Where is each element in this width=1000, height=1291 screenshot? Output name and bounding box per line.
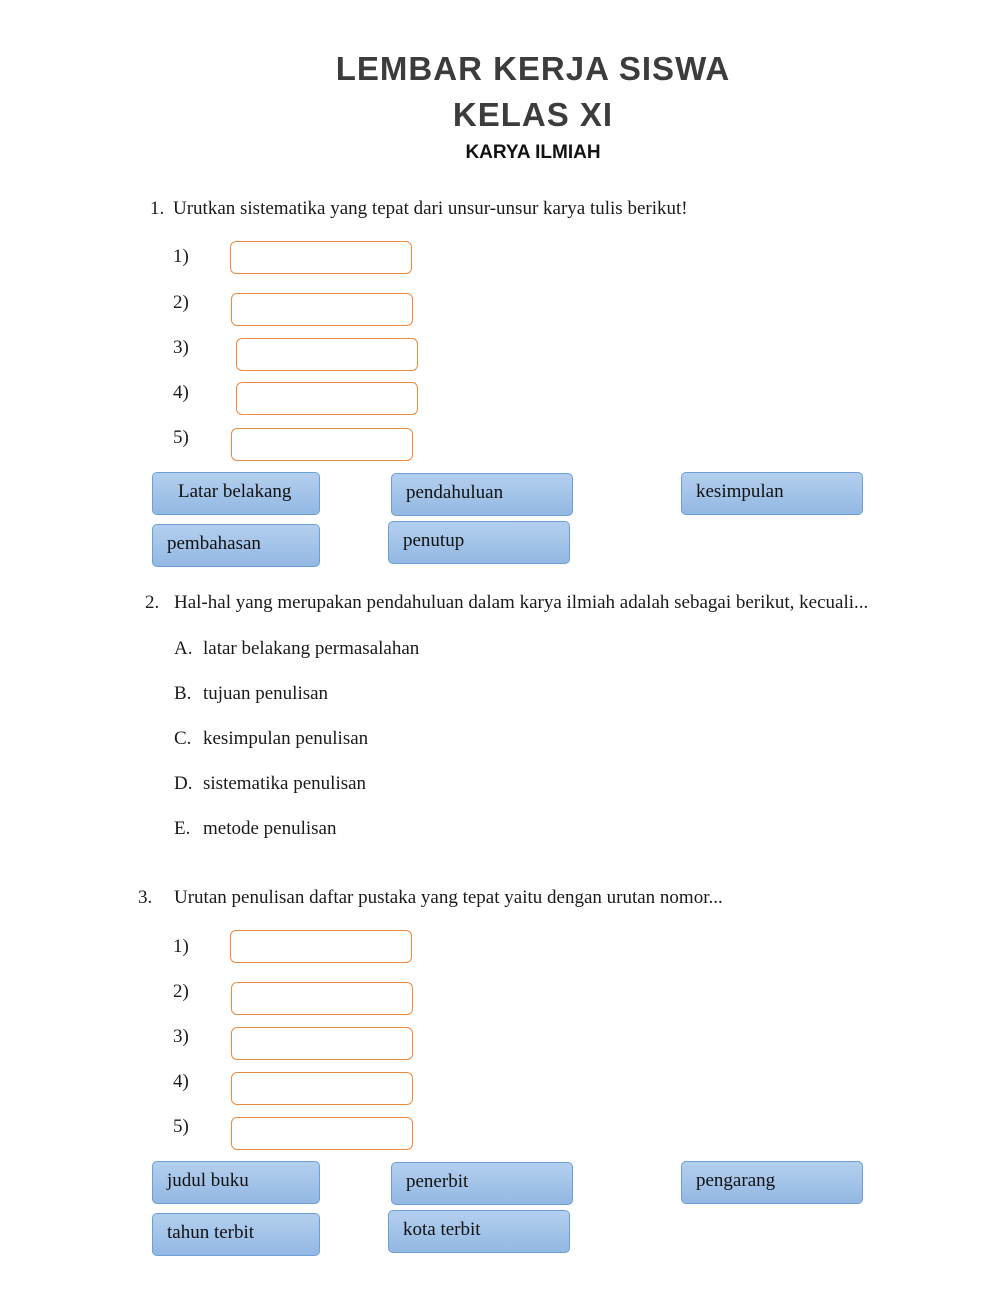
q3-slot-label-2: 2): [173, 981, 189, 1002]
question-1-text: Urutkan sistematika yang tepat dari unsur-unsur karya tulis berikut!: [173, 198, 688, 219]
option-e-letter: E.: [174, 818, 191, 839]
worksheet-title: LEMBAR KERJA SISWA: [335, 50, 731, 87]
option-b-letter: B.: [174, 683, 192, 704]
q3-drop-slot-1[interactable]: [230, 930, 412, 963]
q1-drop-slot-5[interactable]: [231, 428, 413, 461]
q3-drop-slot-3[interactable]: [231, 1027, 413, 1060]
question-2-number: 2.: [145, 592, 160, 613]
class-title: KELAS XI: [452, 96, 614, 133]
q3-drag-chip-3[interactable]: pengarang: [681, 1161, 863, 1204]
option-e[interactable]: [174, 818, 337, 840]
q3-drop-slot-4[interactable]: [231, 1072, 413, 1105]
q3-slot-label-1: 1): [173, 936, 189, 957]
q3-drop-slot-2[interactable]: [231, 982, 413, 1015]
q1-slot-label-1: 1): [173, 246, 189, 267]
option-b-text: tujuan penulisan: [203, 683, 329, 704]
option-c[interactable]: [174, 728, 368, 750]
option-d-text: sistematika penulisan: [203, 773, 367, 794]
option-a[interactable]: [174, 638, 419, 660]
q3-drag-chip-2[interactable]: penerbit: [391, 1162, 573, 1205]
question-3-number: 3.: [138, 887, 153, 908]
option-a-letter: A.: [174, 638, 193, 659]
q1-drop-slot-2[interactable]: [231, 293, 413, 326]
option-c-letter: C.: [174, 728, 192, 749]
question-3-text: Urutan penulisan daftar pustaka yang tepat yaitu dengan urutan nomor...: [174, 887, 723, 908]
q1-slot-label-2: 2): [173, 292, 189, 313]
q1-drag-chip-2[interactable]: pendahuluan: [391, 473, 573, 516]
q3-slot-label-3: 3): [173, 1026, 189, 1047]
q1-slot-label-4: 4): [173, 382, 189, 403]
option-d-letter: D.: [174, 773, 193, 794]
question-1-number: 1.: [150, 198, 165, 219]
q3-drag-chip-1[interactable]: judul buku: [152, 1161, 320, 1204]
q1-drag-chip-5[interactable]: penutup: [388, 521, 570, 564]
option-e-text: metode penulisan: [203, 818, 337, 839]
q3-slot-label-4: 4): [173, 1071, 189, 1092]
q3-drag-chip-4[interactable]: tahun terbit: [152, 1213, 320, 1256]
q1-drag-chip-4[interactable]: pembahasan: [152, 524, 320, 567]
q1-drop-slot-1[interactable]: [230, 241, 412, 274]
option-c-text: kesimpulan penulisan: [203, 728, 369, 749]
q1-drop-slot-3[interactable]: [236, 338, 418, 371]
q1-slot-label-3: 3): [173, 337, 189, 358]
q3-drop-slot-5[interactable]: [231, 1117, 413, 1150]
q3-drag-chip-5[interactable]: kota terbit: [388, 1210, 570, 1253]
q1-drop-slot-4[interactable]: [236, 382, 418, 415]
q1-drag-chip-3[interactable]: kesimpulan: [681, 472, 863, 515]
q1-slot-label-5: 5): [173, 427, 189, 448]
q1-drag-chip-1[interactable]: Latar belakang: [152, 472, 320, 515]
option-d[interactable]: [174, 773, 366, 795]
q3-slot-label-5: 5): [173, 1116, 189, 1137]
option-a-text: latar belakang permasalahan: [203, 638, 420, 659]
question-2-text: Hal-hal yang merupakan pendahuluan dalam karya ilmiah adalah sebagai berikut, kecuali...: [174, 592, 869, 613]
option-b[interactable]: [174, 683, 328, 705]
topic-title: KARYA ILMIAH: [465, 142, 601, 163]
